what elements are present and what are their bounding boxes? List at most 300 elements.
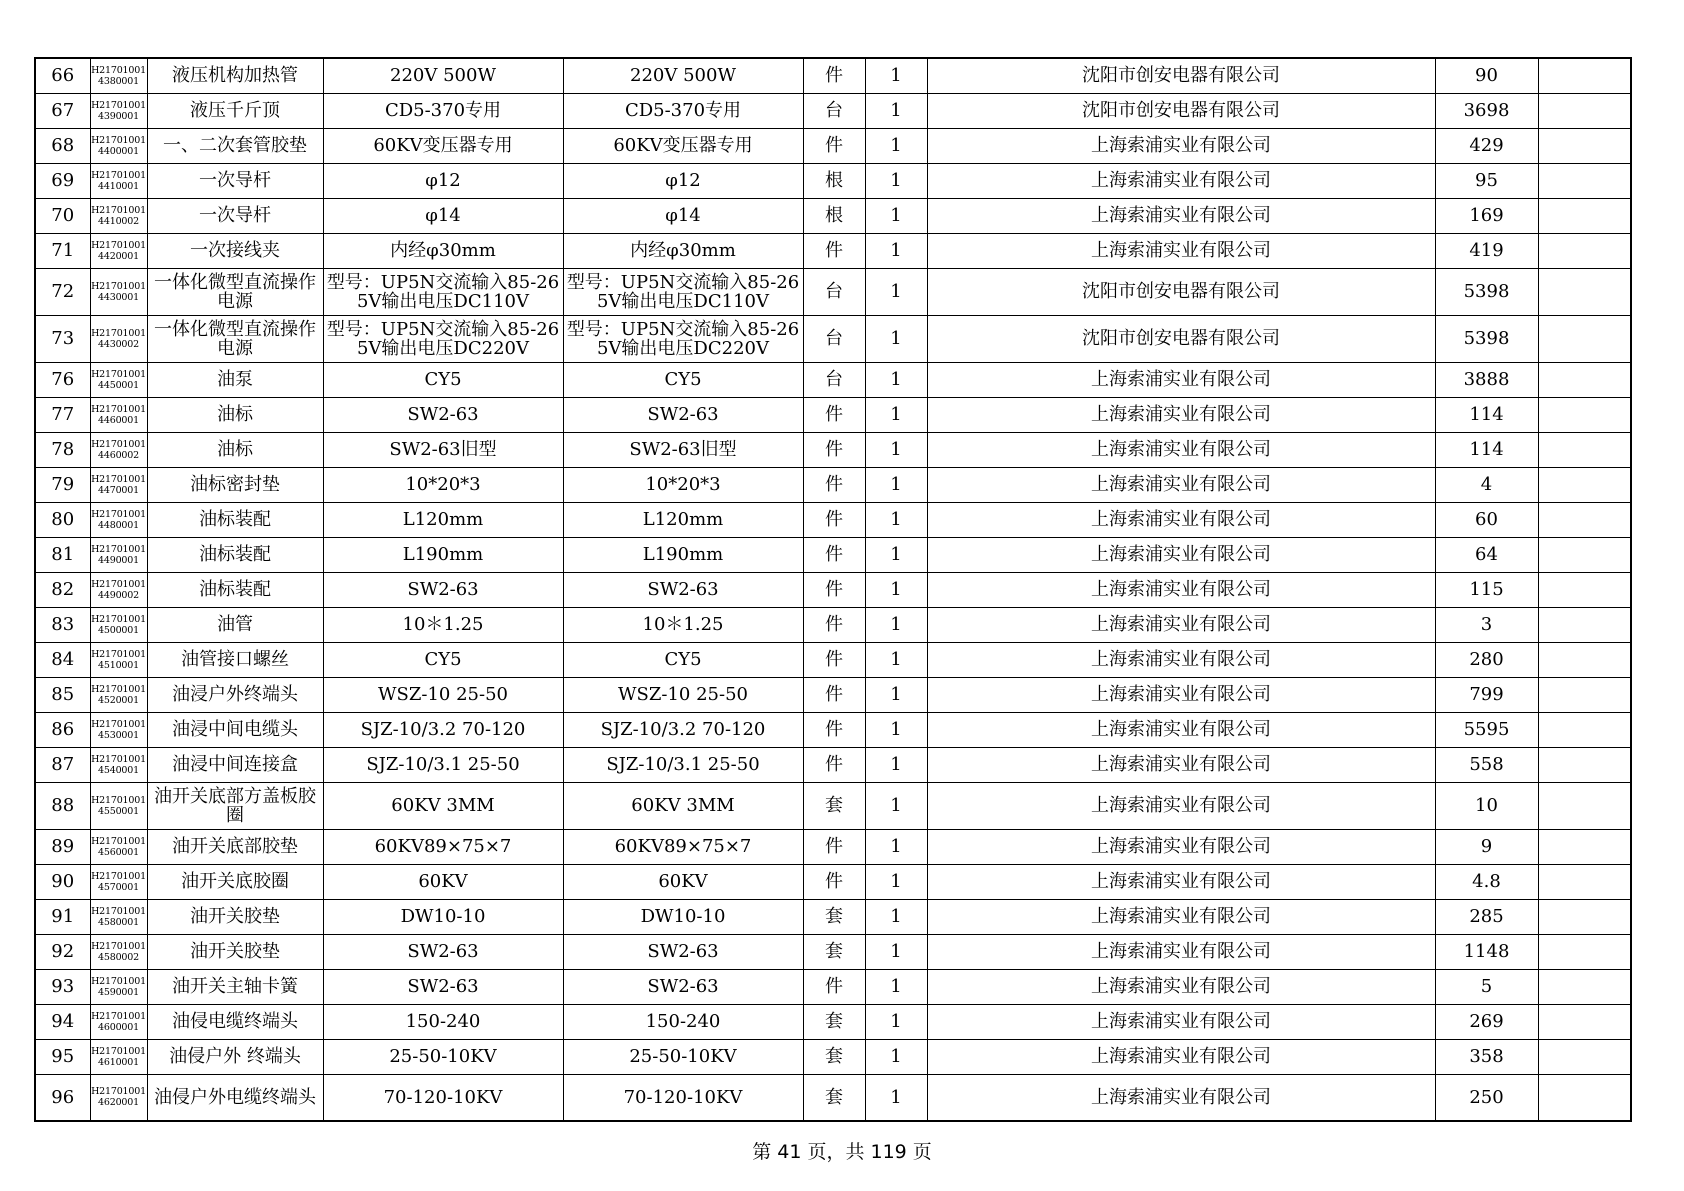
item-quantity: 1 bbox=[865, 467, 927, 502]
item-spec: CY5 bbox=[323, 642, 563, 677]
item-code: H217010014480001 bbox=[90, 502, 147, 537]
table-row bbox=[35, 362, 1631, 397]
item-model: SJZ-10/3.2 70-120 bbox=[563, 712, 803, 747]
item-quantity: 1 bbox=[865, 502, 927, 537]
table-row bbox=[35, 502, 1631, 537]
row-number: 68 bbox=[35, 128, 90, 163]
item-unit: 件 bbox=[803, 537, 865, 572]
item-spec: CD5-370专用 bbox=[323, 93, 563, 128]
item-code: H217010014460002 bbox=[90, 432, 147, 467]
item-price: 114 bbox=[1435, 397, 1538, 432]
row-number: 85 bbox=[35, 677, 90, 712]
item-model: 60KV 3MM bbox=[563, 782, 803, 829]
item-note bbox=[1538, 1074, 1631, 1121]
item-model: 内经φ30mm bbox=[563, 233, 803, 268]
item-price: 269 bbox=[1435, 1004, 1538, 1039]
item-supplier: 上海索浦实业有限公司 bbox=[927, 782, 1435, 829]
table-row bbox=[35, 93, 1631, 128]
item-price: 95 bbox=[1435, 163, 1538, 198]
item-unit: 根 bbox=[803, 198, 865, 233]
item-price: 280 bbox=[1435, 642, 1538, 677]
item-note bbox=[1538, 432, 1631, 467]
item-price: 358 bbox=[1435, 1039, 1538, 1074]
table-row bbox=[35, 572, 1631, 607]
item-unit: 套 bbox=[803, 899, 865, 934]
item-spec: 60KV 3MM bbox=[323, 782, 563, 829]
item-note bbox=[1538, 315, 1631, 362]
item-name: 油标 bbox=[147, 432, 323, 467]
item-quantity: 1 bbox=[865, 362, 927, 397]
item-name: 液压机构加热管 bbox=[147, 58, 323, 93]
table-row bbox=[35, 747, 1631, 782]
item-supplier: 上海索浦实业有限公司 bbox=[927, 899, 1435, 934]
item-name: 一次导杆 bbox=[147, 198, 323, 233]
item-unit: 件 bbox=[803, 467, 865, 502]
item-price: 419 bbox=[1435, 233, 1538, 268]
item-code: H217010014410001 bbox=[90, 163, 147, 198]
table-body bbox=[35, 58, 1631, 1121]
item-note bbox=[1538, 572, 1631, 607]
item-unit: 件 bbox=[803, 747, 865, 782]
row-number: 78 bbox=[35, 432, 90, 467]
item-name: 油标密封垫 bbox=[147, 467, 323, 502]
item-price: 3698 bbox=[1435, 93, 1538, 128]
item-quantity: 1 bbox=[865, 712, 927, 747]
item-code: H217010014550001 bbox=[90, 782, 147, 829]
item-price: 5398 bbox=[1435, 268, 1538, 315]
item-unit: 套 bbox=[803, 1074, 865, 1121]
item-note bbox=[1538, 93, 1631, 128]
table-row bbox=[35, 934, 1631, 969]
item-unit: 件 bbox=[803, 128, 865, 163]
row-number: 94 bbox=[35, 1004, 90, 1039]
item-name: 油标装配 bbox=[147, 537, 323, 572]
table-row bbox=[35, 315, 1631, 362]
table-row bbox=[35, 537, 1631, 572]
row-number: 90 bbox=[35, 864, 90, 899]
item-model: 10*20*3 bbox=[563, 467, 803, 502]
table-row bbox=[35, 268, 1631, 315]
table-row bbox=[35, 128, 1631, 163]
item-code: H217010014470001 bbox=[90, 467, 147, 502]
item-price: 3 bbox=[1435, 607, 1538, 642]
item-name: 油浸中间电缆头 bbox=[147, 712, 323, 747]
item-model: SJZ-10/3.1 25-50 bbox=[563, 747, 803, 782]
item-supplier: 上海索浦实业有限公司 bbox=[927, 467, 1435, 502]
item-price: 4 bbox=[1435, 467, 1538, 502]
row-number: 79 bbox=[35, 467, 90, 502]
item-unit: 台 bbox=[803, 268, 865, 315]
item-spec: 220V 500W bbox=[323, 58, 563, 93]
item-spec: φ14 bbox=[323, 198, 563, 233]
item-supplier: 上海索浦实业有限公司 bbox=[927, 969, 1435, 1004]
row-number: 72 bbox=[35, 268, 90, 315]
item-price: 114 bbox=[1435, 432, 1538, 467]
row-number: 95 bbox=[35, 1039, 90, 1074]
item-quantity: 1 bbox=[865, 1039, 927, 1074]
table-row bbox=[35, 432, 1631, 467]
item-price: 169 bbox=[1435, 198, 1538, 233]
item-note bbox=[1538, 233, 1631, 268]
item-code: H217010014560001 bbox=[90, 829, 147, 864]
item-model: CY5 bbox=[563, 642, 803, 677]
item-code: H217010014520001 bbox=[90, 677, 147, 712]
item-spec: 10*20*3 bbox=[323, 467, 563, 502]
item-note bbox=[1538, 163, 1631, 198]
item-name: 油管接口螺丝 bbox=[147, 642, 323, 677]
item-note bbox=[1538, 864, 1631, 899]
item-note bbox=[1538, 829, 1631, 864]
item-spec: SJZ-10/3.2 70-120 bbox=[323, 712, 563, 747]
item-supplier: 上海索浦实业有限公司 bbox=[927, 1004, 1435, 1039]
table-row bbox=[35, 163, 1631, 198]
item-name: 一、二次套管胶垫 bbox=[147, 128, 323, 163]
item-unit: 台 bbox=[803, 315, 865, 362]
item-model: φ12 bbox=[563, 163, 803, 198]
table-row bbox=[35, 782, 1631, 829]
item-name: 油开关胶垫 bbox=[147, 934, 323, 969]
item-name: 一次导杆 bbox=[147, 163, 323, 198]
item-supplier: 上海索浦实业有限公司 bbox=[927, 677, 1435, 712]
item-name: 油浸户外终端头 bbox=[147, 677, 323, 712]
item-unit: 台 bbox=[803, 362, 865, 397]
item-price: 90 bbox=[1435, 58, 1538, 93]
item-note bbox=[1538, 467, 1631, 502]
item-supplier: 上海索浦实业有限公司 bbox=[927, 198, 1435, 233]
item-model: WSZ-10 25-50 bbox=[563, 677, 803, 712]
row-number: 67 bbox=[35, 93, 90, 128]
item-quantity: 1 bbox=[865, 864, 927, 899]
item-model: 220V 500W bbox=[563, 58, 803, 93]
item-code: H217010014460001 bbox=[90, 397, 147, 432]
item-price: 115 bbox=[1435, 572, 1538, 607]
item-unit: 套 bbox=[803, 782, 865, 829]
item-supplier: 上海索浦实业有限公司 bbox=[927, 128, 1435, 163]
item-quantity: 1 bbox=[865, 397, 927, 432]
item-supplier: 沈阳市创安电器有限公司 bbox=[927, 58, 1435, 93]
item-code: H217010014420001 bbox=[90, 233, 147, 268]
item-quantity: 1 bbox=[865, 572, 927, 607]
item-name: 油标 bbox=[147, 397, 323, 432]
item-name: 油开关主轴卡簧 bbox=[147, 969, 323, 1004]
item-quantity: 1 bbox=[865, 899, 927, 934]
item-model: φ14 bbox=[563, 198, 803, 233]
item-price: 3888 bbox=[1435, 362, 1538, 397]
item-note bbox=[1538, 607, 1631, 642]
item-quantity: 1 bbox=[865, 782, 927, 829]
item-supplier: 上海索浦实业有限公司 bbox=[927, 829, 1435, 864]
table-row bbox=[35, 397, 1631, 432]
item-name: 油管 bbox=[147, 607, 323, 642]
item-supplier: 上海索浦实业有限公司 bbox=[927, 747, 1435, 782]
item-quantity: 1 bbox=[865, 198, 927, 233]
item-price: 5595 bbox=[1435, 712, 1538, 747]
row-number: 96 bbox=[35, 1074, 90, 1121]
item-code: H217010014390001 bbox=[90, 93, 147, 128]
row-number: 76 bbox=[35, 362, 90, 397]
item-model: 70-120-10KV bbox=[563, 1074, 803, 1121]
item-code: H217010014430001 bbox=[90, 268, 147, 315]
item-spec: 型号：UP5N交流输入85-265V输出电压DC110V bbox=[323, 268, 563, 315]
row-number: 66 bbox=[35, 58, 90, 93]
item-supplier: 上海索浦实业有限公司 bbox=[927, 362, 1435, 397]
item-spec: 60KV变压器专用 bbox=[323, 128, 563, 163]
item-name: 一体化微型直流操作电源 bbox=[147, 268, 323, 315]
item-quantity: 1 bbox=[865, 934, 927, 969]
parts-table bbox=[34, 57, 1632, 1122]
item-model: L120mm bbox=[563, 502, 803, 537]
item-name: 油侵户外 终端头 bbox=[147, 1039, 323, 1074]
item-unit: 件 bbox=[803, 233, 865, 268]
item-spec: 25-50-10KV bbox=[323, 1039, 563, 1074]
item-note bbox=[1538, 899, 1631, 934]
row-number: 83 bbox=[35, 607, 90, 642]
row-number: 82 bbox=[35, 572, 90, 607]
item-note bbox=[1538, 782, 1631, 829]
item-model: 60KV89×75×7 bbox=[563, 829, 803, 864]
item-name: 油开关底部方盖板胶圈 bbox=[147, 782, 323, 829]
item-unit: 件 bbox=[803, 864, 865, 899]
item-name: 油侵户外电缆终端头 bbox=[147, 1074, 323, 1121]
item-name: 油泵 bbox=[147, 362, 323, 397]
row-number: 70 bbox=[35, 198, 90, 233]
page-footer: 第 41 页，共 119 页 bbox=[752, 1141, 932, 1163]
table-row bbox=[35, 969, 1631, 1004]
item-unit: 件 bbox=[803, 607, 865, 642]
row-number: 81 bbox=[35, 537, 90, 572]
table-row bbox=[35, 1074, 1631, 1121]
item-model: SW2-63 bbox=[563, 934, 803, 969]
item-spec: SJZ-10/3.1 25-50 bbox=[323, 747, 563, 782]
item-name: 一次接线夹 bbox=[147, 233, 323, 268]
item-model: 型号：UP5N交流输入85-265V输出电压DC220V bbox=[563, 315, 803, 362]
item-note bbox=[1538, 58, 1631, 93]
item-note bbox=[1538, 1004, 1631, 1039]
item-spec: SW2-63 bbox=[323, 572, 563, 607]
item-quantity: 1 bbox=[865, 315, 927, 362]
item-quantity: 1 bbox=[865, 747, 927, 782]
item-code: H217010014500001 bbox=[90, 607, 147, 642]
item-spec: SW2-63旧型 bbox=[323, 432, 563, 467]
item-model: SW2-63旧型 bbox=[563, 432, 803, 467]
item-name: 油标装配 bbox=[147, 502, 323, 537]
table-row bbox=[35, 1039, 1631, 1074]
item-supplier: 上海索浦实业有限公司 bbox=[927, 607, 1435, 642]
item-spec: L190mm bbox=[323, 537, 563, 572]
item-code: H217010014430002 bbox=[90, 315, 147, 362]
item-price: 429 bbox=[1435, 128, 1538, 163]
item-quantity: 1 bbox=[865, 58, 927, 93]
item-quantity: 1 bbox=[865, 537, 927, 572]
item-code: H217010014410002 bbox=[90, 198, 147, 233]
item-note bbox=[1538, 642, 1631, 677]
row-number: 77 bbox=[35, 397, 90, 432]
item-supplier: 上海索浦实业有限公司 bbox=[927, 432, 1435, 467]
row-number: 91 bbox=[35, 899, 90, 934]
item-unit: 件 bbox=[803, 712, 865, 747]
item-note bbox=[1538, 677, 1631, 712]
item-quantity: 1 bbox=[865, 432, 927, 467]
row-number: 88 bbox=[35, 782, 90, 829]
table-row bbox=[35, 198, 1631, 233]
item-name: 液压千斤顶 bbox=[147, 93, 323, 128]
item-supplier: 上海索浦实业有限公司 bbox=[927, 934, 1435, 969]
table-row bbox=[35, 607, 1631, 642]
item-unit: 件 bbox=[803, 829, 865, 864]
item-supplier: 上海索浦实业有限公司 bbox=[927, 642, 1435, 677]
table-row bbox=[35, 712, 1631, 747]
item-price: 9 bbox=[1435, 829, 1538, 864]
item-supplier: 沈阳市创安电器有限公司 bbox=[927, 315, 1435, 362]
item-unit: 件 bbox=[803, 677, 865, 712]
row-number: 93 bbox=[35, 969, 90, 1004]
item-supplier: 上海索浦实业有限公司 bbox=[927, 537, 1435, 572]
item-code: H217010014530001 bbox=[90, 712, 147, 747]
item-quantity: 1 bbox=[865, 642, 927, 677]
item-model: SW2-63 bbox=[563, 397, 803, 432]
item-quantity: 1 bbox=[865, 93, 927, 128]
item-code: H217010014400001 bbox=[90, 128, 147, 163]
item-unit: 套 bbox=[803, 1039, 865, 1074]
item-code: H217010014620001 bbox=[90, 1074, 147, 1121]
item-spec: 60KV bbox=[323, 864, 563, 899]
row-number: 69 bbox=[35, 163, 90, 198]
item-supplier: 上海索浦实业有限公司 bbox=[927, 233, 1435, 268]
item-note bbox=[1538, 362, 1631, 397]
item-unit: 套 bbox=[803, 1004, 865, 1039]
item-price: 4.8 bbox=[1435, 864, 1538, 899]
item-name: 油开关底胶圈 bbox=[147, 864, 323, 899]
item-supplier: 上海索浦实业有限公司 bbox=[927, 502, 1435, 537]
row-number: 71 bbox=[35, 233, 90, 268]
item-spec: φ12 bbox=[323, 163, 563, 198]
item-spec: SW2-63 bbox=[323, 969, 563, 1004]
item-model: 60KV变压器专用 bbox=[563, 128, 803, 163]
item-supplier: 上海索浦实业有限公司 bbox=[927, 572, 1435, 607]
item-code: H217010014490001 bbox=[90, 537, 147, 572]
item-quantity: 1 bbox=[865, 607, 927, 642]
item-price: 10 bbox=[1435, 782, 1538, 829]
item-note bbox=[1538, 268, 1631, 315]
table-row bbox=[35, 829, 1631, 864]
item-supplier: 沈阳市创安电器有限公司 bbox=[927, 93, 1435, 128]
item-name: 油浸中间连接盒 bbox=[147, 747, 323, 782]
item-quantity: 1 bbox=[865, 1004, 927, 1039]
item-spec: CY5 bbox=[323, 362, 563, 397]
item-spec: L120mm bbox=[323, 502, 563, 537]
item-spec: 60KV89×75×7 bbox=[323, 829, 563, 864]
item-code: H217010014600001 bbox=[90, 1004, 147, 1039]
item-supplier: 沈阳市创安电器有限公司 bbox=[927, 268, 1435, 315]
item-model: CD5-370专用 bbox=[563, 93, 803, 128]
item-note bbox=[1538, 537, 1631, 572]
item-code: H217010014450001 bbox=[90, 362, 147, 397]
table-row bbox=[35, 899, 1631, 934]
item-name: 油标装配 bbox=[147, 572, 323, 607]
item-unit: 件 bbox=[803, 969, 865, 1004]
row-number: 84 bbox=[35, 642, 90, 677]
item-quantity: 1 bbox=[865, 1074, 927, 1121]
item-model: 150-240 bbox=[563, 1004, 803, 1039]
item-note bbox=[1538, 934, 1631, 969]
item-note bbox=[1538, 969, 1631, 1004]
item-code: H217010014540001 bbox=[90, 747, 147, 782]
item-unit: 台 bbox=[803, 93, 865, 128]
item-price: 5 bbox=[1435, 969, 1538, 1004]
item-model: 10＊1.25 bbox=[563, 607, 803, 642]
item-spec: 70-120-10KV bbox=[323, 1074, 563, 1121]
item-code: H217010014570001 bbox=[90, 864, 147, 899]
item-unit: 件 bbox=[803, 642, 865, 677]
item-name: 油开关胶垫 bbox=[147, 899, 323, 934]
item-note bbox=[1538, 712, 1631, 747]
table-row bbox=[35, 1004, 1631, 1039]
item-note bbox=[1538, 502, 1631, 537]
table-row bbox=[35, 677, 1631, 712]
item-note bbox=[1538, 128, 1631, 163]
item-spec: WSZ-10 25-50 bbox=[323, 677, 563, 712]
item-price: 5398 bbox=[1435, 315, 1538, 362]
item-code: H217010014590001 bbox=[90, 969, 147, 1004]
item-spec: 型号：UP5N交流输入85-265V输出电压DC220V bbox=[323, 315, 563, 362]
item-unit: 件 bbox=[803, 397, 865, 432]
item-code: H217010014490002 bbox=[90, 572, 147, 607]
item-model: CY5 bbox=[563, 362, 803, 397]
item-quantity: 1 bbox=[865, 233, 927, 268]
item-note bbox=[1538, 747, 1631, 782]
item-model: 60KV bbox=[563, 864, 803, 899]
item-supplier: 上海索浦实业有限公司 bbox=[927, 1039, 1435, 1074]
item-quantity: 1 bbox=[865, 969, 927, 1004]
item-spec: DW10-10 bbox=[323, 899, 563, 934]
item-spec: 内经φ30mm bbox=[323, 233, 563, 268]
item-unit: 件 bbox=[803, 502, 865, 537]
item-supplier: 上海索浦实业有限公司 bbox=[927, 1074, 1435, 1121]
item-price: 799 bbox=[1435, 677, 1538, 712]
item-code: H217010014610001 bbox=[90, 1039, 147, 1074]
table-row bbox=[35, 642, 1631, 677]
item-note bbox=[1538, 198, 1631, 233]
item-price: 64 bbox=[1435, 537, 1538, 572]
item-model: SW2-63 bbox=[563, 969, 803, 1004]
item-unit: 件 bbox=[803, 572, 865, 607]
item-code: H217010014510001 bbox=[90, 642, 147, 677]
row-number: 73 bbox=[35, 315, 90, 362]
item-spec: 10＊1.25 bbox=[323, 607, 563, 642]
row-number: 86 bbox=[35, 712, 90, 747]
item-quantity: 1 bbox=[865, 677, 927, 712]
item-name: 油开关底部胶垫 bbox=[147, 829, 323, 864]
item-spec: SW2-63 bbox=[323, 397, 563, 432]
item-price: 558 bbox=[1435, 747, 1538, 782]
item-quantity: 1 bbox=[865, 163, 927, 198]
item-unit: 根 bbox=[803, 163, 865, 198]
item-supplier: 上海索浦实业有限公司 bbox=[927, 712, 1435, 747]
item-quantity: 1 bbox=[865, 268, 927, 315]
item-code: H217010014580002 bbox=[90, 934, 147, 969]
item-model: 型号：UP5N交流输入85-265V输出电压DC110V bbox=[563, 268, 803, 315]
item-code: H217010014380001 bbox=[90, 58, 147, 93]
item-unit: 套 bbox=[803, 934, 865, 969]
item-unit: 件 bbox=[803, 432, 865, 467]
table-row bbox=[35, 467, 1631, 502]
item-price: 285 bbox=[1435, 899, 1538, 934]
table-row bbox=[35, 58, 1631, 93]
item-price: 250 bbox=[1435, 1074, 1538, 1121]
item-spec: 150-240 bbox=[323, 1004, 563, 1039]
item-quantity: 1 bbox=[865, 829, 927, 864]
item-spec: SW2-63 bbox=[323, 934, 563, 969]
